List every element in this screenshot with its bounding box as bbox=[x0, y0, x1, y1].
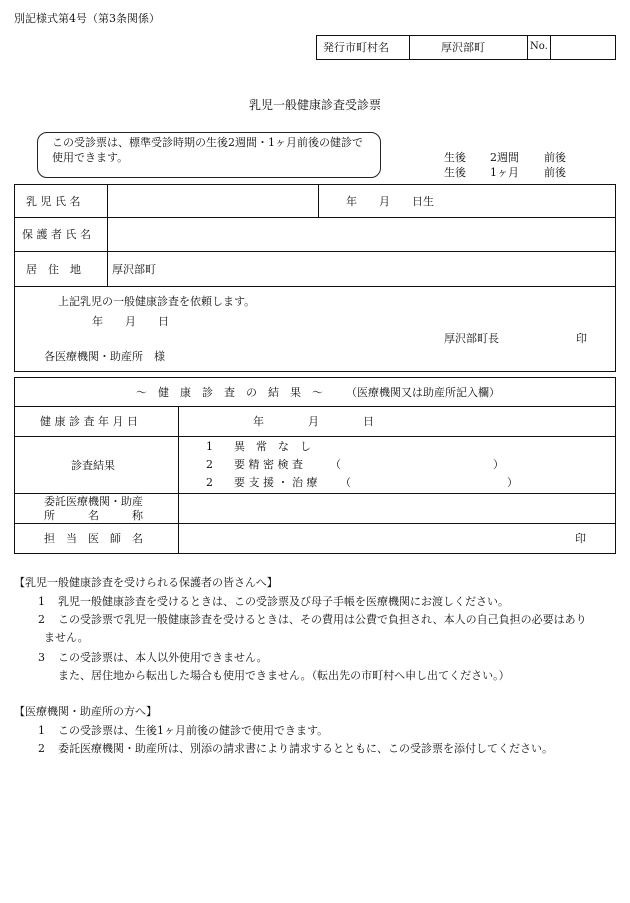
guardian-notice-2-cont: ません。 bbox=[44, 631, 89, 644]
result-option-2-paren-close: ） bbox=[493, 458, 504, 471]
result-option-3-num: 2 bbox=[206, 476, 213, 489]
facility-notice-2-num: 2 bbox=[38, 742, 45, 755]
facility-notice-1-num: 1 bbox=[38, 724, 45, 737]
guardian-notice-2-num: 2 bbox=[38, 613, 45, 626]
guardian-notice-2-text: この受診票で乳児一般健康診査を受けるときは、その費用は公費で負担され、本人の自己負担の必要はあり bbox=[58, 613, 587, 626]
exam-date-value: 年 月 日 bbox=[253, 415, 374, 428]
result-label: 診査結果 bbox=[71, 459, 115, 472]
timing-1-suffix: 前後 bbox=[544, 151, 566, 164]
guardian-notice-1-num: 1 bbox=[38, 595, 45, 608]
result-option-3-text[interactable]: 要 支 援 ・ 治 療 bbox=[234, 476, 318, 489]
guardian-notice-3-num: 3 bbox=[38, 651, 45, 664]
doctor-seal: 印 bbox=[575, 532, 586, 545]
mayor-seal: 印 bbox=[576, 332, 587, 345]
infant-birthdate: 年 月 日生 bbox=[346, 195, 434, 208]
timing-1-period: 2週間 bbox=[490, 151, 519, 164]
issuer-no-label: No. bbox=[530, 41, 548, 52]
result-option-2-num: 2 bbox=[206, 458, 213, 471]
address-value: 厚沢部町 bbox=[112, 263, 156, 276]
infant-name-label: 乳 児 氏 名 bbox=[26, 195, 81, 208]
facility-notice-heading: 【医療機関・助産所の方へ】 bbox=[14, 705, 157, 718]
timing-2-prefix: 生後 bbox=[444, 166, 466, 179]
result-option-1-num: 1 bbox=[206, 440, 213, 453]
facility-field[interactable] bbox=[181, 496, 611, 521]
facility-label-line-2: 所 名 称 bbox=[44, 509, 143, 522]
issuer-name: 厚沢部町 bbox=[441, 41, 485, 54]
results-header-note: （医療機関又は助産所記入欄） bbox=[346, 386, 500, 399]
guardian-notice-3-cont: また、居住地から転出した場合も使用できません。（転出先の市町村へ申し出てください。） bbox=[58, 669, 510, 682]
request-to: 各医療機関・助産所 様 bbox=[44, 350, 165, 363]
exam-date-label: 健 康 診 査 年 月 日 bbox=[40, 415, 138, 428]
result-option-3-paren-close: ） bbox=[507, 476, 518, 489]
request-date: 年 月 日 bbox=[92, 315, 169, 328]
infant-name-field[interactable] bbox=[110, 187, 315, 215]
doctor-label: 担 当 医 師 名 bbox=[44, 532, 143, 545]
form-number: 別記様式第4号（第3条関係） bbox=[14, 12, 160, 25]
facility-notice-1-text: この受診票は、生後1ヶ月前後の健診で使用できます。 bbox=[58, 724, 329, 737]
info-table bbox=[14, 184, 616, 372]
result-option-3-paren-open: （ bbox=[340, 476, 351, 489]
result-option-2-paren-open: （ bbox=[330, 458, 341, 471]
timing-2-period: 1ヶ月 bbox=[490, 166, 519, 179]
guardian-notice-3-text: この受診票は、本人以外使用できません。 bbox=[58, 651, 268, 664]
issuer-label: 発行市町村名 bbox=[323, 41, 389, 54]
guardian-name-field[interactable] bbox=[110, 220, 610, 248]
note-line-1: この受診票は、標準受診時期の生後2週間・1ヶ月前後の健診で bbox=[52, 136, 363, 149]
doctor-field[interactable] bbox=[181, 526, 561, 551]
address-label: 居 住 地 bbox=[26, 263, 81, 276]
mayor-label: 厚沢部町長 bbox=[444, 332, 499, 345]
result-option-2-text[interactable]: 要 精 密 検 査 bbox=[234, 458, 303, 471]
facility-label-line-1: 委託医療機関・助産 bbox=[44, 495, 143, 508]
guardian-notice-1-text: 乳児一般健康診査を受けるときは、この受診票及び母子手帳を医療機関にお渡しください。 bbox=[58, 595, 509, 608]
facility-notice-2-text: 委託医療機関・助産所は、別添の請求書により請求するとともに、この受診票を添付してください。 bbox=[58, 742, 553, 755]
page-title: 乳児一般健康診査受診票 bbox=[248, 98, 381, 112]
guardian-notice-heading: 【乳児一般健康診査を受けられる保護者の皆さんへ】 bbox=[14, 576, 278, 589]
note-line-2: 使用できます。 bbox=[52, 151, 129, 164]
results-header: ～ 健 康 診 査 の 結 果 ～ bbox=[136, 386, 323, 399]
result-option-1-text[interactable]: 異 常 な し bbox=[234, 440, 311, 453]
timing-1-prefix: 生後 bbox=[444, 151, 466, 164]
guardian-name-label: 保 護 者 氏 名 bbox=[22, 228, 91, 241]
timing-2-suffix: 前後 bbox=[544, 166, 566, 179]
request-text: 上記乳児の一般健康診査を依頼します。 bbox=[58, 295, 256, 308]
